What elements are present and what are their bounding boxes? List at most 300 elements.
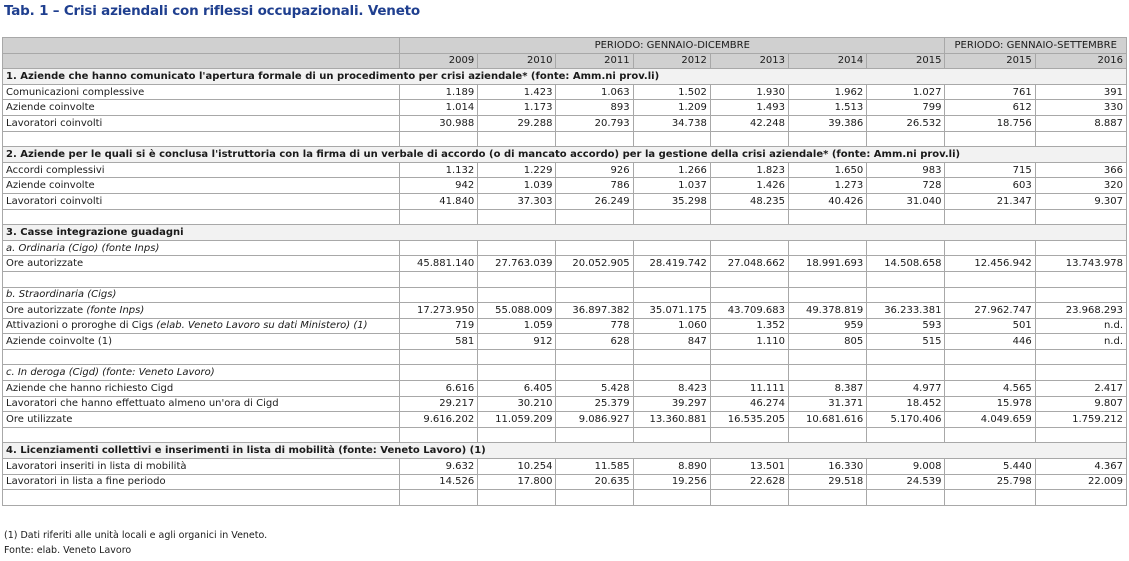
value-cell: 1.273: [789, 178, 867, 194]
value-cell: 926: [556, 162, 633, 178]
year-header-row: [3, 53, 1127, 69]
subsection-title: c. In deroga (Cigd) (fonte: Veneto Lavoro): [3, 365, 400, 381]
table-row: [3, 193, 1127, 209]
value-cell: 31.371: [789, 396, 867, 412]
value-cell: 40.426: [789, 193, 867, 209]
value-cell: 391: [1035, 84, 1126, 100]
table-row: [3, 412, 1127, 428]
value-cell: 628: [556, 334, 633, 350]
empty-cell: [710, 365, 788, 381]
table-row: [3, 334, 1127, 350]
empty-cell: [633, 349, 710, 365]
value-cell: 13.360.881: [633, 412, 710, 428]
empty-cell: [710, 427, 788, 443]
empty-cell: [556, 287, 633, 303]
value-cell: 49.378.819: [789, 303, 867, 319]
value-cell: 1.037: [633, 178, 710, 194]
period-header-ytd: PERIODO: GENNAIO-SETTEMBRE: [945, 38, 1127, 54]
empty-cell: [633, 131, 710, 147]
value-cell: 45.881.140: [400, 256, 478, 272]
empty-cell: [789, 427, 867, 443]
row-label-cell: [3, 459, 400, 475]
empty-cell: [867, 209, 945, 225]
empty-cell: [3, 349, 400, 365]
value-cell: 36.897.382: [556, 303, 633, 319]
empty-cell: [789, 209, 867, 225]
value-cell: 18.756: [945, 115, 1035, 131]
empty-cell: [478, 209, 556, 225]
value-cell: 27.962.747: [945, 303, 1035, 319]
empty-cell: [400, 271, 478, 287]
value-cell: 761: [945, 84, 1035, 100]
empty-cell: [789, 240, 867, 256]
row-label-cell: [3, 162, 400, 178]
row-label-note: (elab. Veneto Lavoro su dati Ministero) (1): [156, 320, 368, 332]
empty-cell: [945, 490, 1035, 506]
empty-cell: [867, 427, 945, 443]
value-cell: 501: [945, 318, 1035, 334]
row-label-cell: [3, 396, 400, 412]
value-cell: 330: [1035, 100, 1126, 116]
empty-cell: [710, 490, 788, 506]
value-cell: 22.009: [1035, 474, 1126, 490]
section-title: 4. Licenziamenti collettivi e inserimenti in lista di mobilità (fonte: Veneto Lavoro) (1): [3, 443, 1127, 459]
value-cell: 6.616: [400, 381, 478, 397]
value-cell: 39.386: [789, 115, 867, 131]
value-cell: 34.738: [633, 115, 710, 131]
section-title: 2. Aziende per le quali si è conclusa l'istruttoria con la firma di un verbale di accordo (o di mancato accordo) per la gestione della crisi aziendale* (fonte: Amm.ni prov.li): [3, 147, 1127, 163]
subsection-row: [3, 365, 1127, 381]
value-cell: 1.650: [789, 162, 867, 178]
value-cell: 612: [945, 100, 1035, 116]
empty-cell: [633, 427, 710, 443]
table-row: [3, 100, 1127, 116]
row-label: Aziende coinvolte: [6, 180, 95, 192]
value-cell: 1.039: [478, 178, 556, 194]
empty-cell: [867, 131, 945, 147]
year-header: 2011: [556, 53, 633, 69]
spacer-row: [3, 490, 1127, 506]
value-cell: 912: [478, 334, 556, 350]
empty-cell: [3, 427, 400, 443]
value-cell: 29.217: [400, 396, 478, 412]
empty-cell: [710, 131, 788, 147]
row-label-cell: [3, 334, 400, 350]
empty-cell: [556, 240, 633, 256]
value-cell: 27.763.039: [478, 256, 556, 272]
row-label-cell: [3, 381, 400, 397]
row-label-cell: [3, 100, 400, 116]
value-cell: 581: [400, 334, 478, 350]
empty-cell: [400, 240, 478, 256]
value-cell: 6.405: [478, 381, 556, 397]
row-label-cell: [3, 318, 400, 334]
empty-cell: [478, 427, 556, 443]
value-cell: 15.978: [945, 396, 1035, 412]
empty-cell: [1035, 209, 1126, 225]
empty-cell: [710, 209, 788, 225]
value-cell: 9.616.202: [400, 412, 478, 428]
empty-cell: [556, 349, 633, 365]
value-cell: 9.632: [400, 459, 478, 475]
year-header: 2013: [710, 53, 788, 69]
table-row: [3, 115, 1127, 131]
empty-cell: [945, 131, 1035, 147]
empty-cell: [478, 287, 556, 303]
empty-cell: [945, 349, 1035, 365]
footnotes: [4, 528, 267, 558]
empty-cell: [945, 365, 1035, 381]
row-label: Lavoratori che hanno effettuato almeno un'ora di Cigd: [6, 398, 279, 410]
row-label: Lavoratori inseriti in lista di mobilità: [6, 460, 187, 472]
section-header-row: [3, 443, 1127, 459]
value-cell: 46.274: [710, 396, 788, 412]
empty-cell: [400, 427, 478, 443]
value-cell: 26.532: [867, 115, 945, 131]
value-cell: 1.423: [478, 84, 556, 100]
value-cell: 1.930: [710, 84, 788, 100]
row-label: Accordi complessivi: [6, 164, 105, 176]
empty-cell: [1035, 365, 1126, 381]
row-label: Lavoratori coinvolti: [6, 117, 103, 129]
value-cell: 4.977: [867, 381, 945, 397]
section-header-row: [3, 69, 1127, 85]
value-cell: 366: [1035, 162, 1126, 178]
empty-cell: [945, 287, 1035, 303]
year-header: 2009: [400, 53, 478, 69]
value-cell: 1.502: [633, 84, 710, 100]
empty-cell: [556, 365, 633, 381]
value-cell: 20.635: [556, 474, 633, 490]
value-cell: 1.209: [633, 100, 710, 116]
year-header: 2015: [867, 53, 945, 69]
value-cell: 11.111: [710, 381, 788, 397]
row-label-cell: [3, 412, 400, 428]
row-label: Ore utilizzate: [6, 414, 73, 426]
row-label-cell: [3, 84, 400, 100]
row-label: Ore autorizzate: [6, 304, 84, 316]
empty-cell: [400, 349, 478, 365]
empty-cell: [400, 209, 478, 225]
value-cell: 1.352: [710, 318, 788, 334]
value-cell: 1.110: [710, 334, 788, 350]
value-cell: 31.040: [867, 193, 945, 209]
value-cell: 11.585: [556, 459, 633, 475]
value-cell: 1.759.212: [1035, 412, 1126, 428]
value-cell: 893: [556, 100, 633, 116]
empty-cell: [867, 365, 945, 381]
value-cell: 35.298: [633, 193, 710, 209]
empty-cell: [556, 209, 633, 225]
value-cell: 1.229: [478, 162, 556, 178]
value-cell: 8.423: [633, 381, 710, 397]
value-cell: 9.086.927: [556, 412, 633, 428]
value-cell: 36.233.381: [867, 303, 945, 319]
row-label-cell: [3, 115, 400, 131]
value-cell: 5.170.406: [867, 412, 945, 428]
empty-cell: [945, 427, 1035, 443]
empty-cell: [945, 240, 1035, 256]
value-cell: 41.840: [400, 193, 478, 209]
value-cell: 1.266: [633, 162, 710, 178]
value-cell: 17.273.950: [400, 303, 478, 319]
table-row: [3, 162, 1127, 178]
value-cell: 10.254: [478, 459, 556, 475]
empty-cell: [3, 209, 400, 225]
empty-cell: [710, 349, 788, 365]
value-cell: 30.210: [478, 396, 556, 412]
empty-cell: [478, 349, 556, 365]
section-title: 1. Aziende che hanno comunicato l'apertura formale di un procedimento per crisi aziendale* (fonte: Amm.ni prov.li): [3, 69, 1127, 85]
table-row: [3, 396, 1127, 412]
empty-cell: [556, 271, 633, 287]
empty-cell: [789, 287, 867, 303]
value-cell: 719: [400, 318, 478, 334]
empty-cell: [633, 271, 710, 287]
value-cell: 1.962: [789, 84, 867, 100]
row-label: Lavoratori coinvolti: [6, 195, 103, 207]
value-cell: 18.991.693: [789, 256, 867, 272]
row-label-cell: [3, 178, 400, 194]
empty-cell: [633, 240, 710, 256]
section-title: 3. Casse integrazione guadagni: [3, 225, 1127, 241]
empty-cell: [556, 427, 633, 443]
empty-cell: [867, 271, 945, 287]
empty-cell: [556, 490, 633, 506]
value-cell: 30.988: [400, 115, 478, 131]
subsection-row: [3, 240, 1127, 256]
value-cell: 13.501: [710, 459, 788, 475]
value-cell: 27.048.662: [710, 256, 788, 272]
empty-cell: [867, 287, 945, 303]
value-cell: 37.303: [478, 193, 556, 209]
period-header-annual: PERIODO: GENNAIO-DICEMBRE: [400, 38, 945, 54]
empty-cell: [789, 490, 867, 506]
empty-cell: [1035, 131, 1126, 147]
row-label-cell: [3, 256, 400, 272]
value-cell: 29.288: [478, 115, 556, 131]
empty-cell: [633, 287, 710, 303]
table-title: Tab. 1 – Crisi aziendali con riflessi occupazionali. Veneto: [4, 3, 420, 19]
year-header: 2012: [633, 53, 710, 69]
value-cell: 778: [556, 318, 633, 334]
empty-cell: [1035, 240, 1126, 256]
value-cell: 8.887: [1035, 115, 1126, 131]
value-cell: 28.419.742: [633, 256, 710, 272]
table-row: [3, 381, 1127, 397]
spacer-row: [3, 209, 1127, 225]
value-cell: 1.027: [867, 84, 945, 100]
row-label: Aziende coinvolte: [6, 102, 95, 114]
value-cell: 48.235: [710, 193, 788, 209]
value-cell: 9.307: [1035, 193, 1126, 209]
empty-cell: [478, 131, 556, 147]
value-cell: 715: [945, 162, 1035, 178]
value-cell: 1.014: [400, 100, 478, 116]
empty-cell: [633, 365, 710, 381]
value-cell: 23.968.293: [1035, 303, 1126, 319]
value-cell: 593: [867, 318, 945, 334]
value-cell: 1.189: [400, 84, 478, 100]
year-header: 2015: [945, 53, 1035, 69]
value-cell: 16.330: [789, 459, 867, 475]
value-cell: 446: [945, 334, 1035, 350]
value-cell: 29.518: [789, 474, 867, 490]
value-cell: 14.526: [400, 474, 478, 490]
value-cell: 14.508.658: [867, 256, 945, 272]
empty-cell: [478, 240, 556, 256]
value-cell: 983: [867, 162, 945, 178]
table-row: [3, 178, 1127, 194]
value-cell: 18.452: [867, 396, 945, 412]
value-cell: 13.743.978: [1035, 256, 1126, 272]
empty-cell: [710, 271, 788, 287]
empty-cell: [400, 287, 478, 303]
value-cell: 1.493: [710, 100, 788, 116]
value-cell: n.d.: [1035, 318, 1126, 334]
value-cell: 43.709.683: [710, 303, 788, 319]
table-row: [3, 318, 1127, 334]
period-header-row: [3, 38, 1127, 54]
empty-cell: [3, 131, 400, 147]
empty-cell: [789, 365, 867, 381]
value-cell: 4.049.659: [945, 412, 1035, 428]
row-label-cell: [3, 474, 400, 490]
row-label: Lavoratori in lista a fine periodo: [6, 476, 166, 488]
empty-cell: [945, 209, 1035, 225]
empty-cell: [710, 240, 788, 256]
section-header-row: [3, 225, 1127, 241]
spacer-row: [3, 349, 1127, 365]
value-cell: 17.800: [478, 474, 556, 490]
empty-cell: [633, 209, 710, 225]
value-cell: 959: [789, 318, 867, 334]
value-cell: 21.347: [945, 193, 1035, 209]
value-cell: 25.379: [556, 396, 633, 412]
value-cell: 9.807: [1035, 396, 1126, 412]
value-cell: 20.793: [556, 115, 633, 131]
value-cell: 603: [945, 178, 1035, 194]
value-cell: 10.681.616: [789, 412, 867, 428]
value-cell: 1.132: [400, 162, 478, 178]
empty-cell: [1035, 427, 1126, 443]
value-cell: 2.417: [1035, 381, 1126, 397]
footnote: (1) Dati riferiti alle unità locali e agli organici in Veneto.: [4, 530, 268, 541]
section-header-row: [3, 147, 1127, 163]
empty-cell: [633, 490, 710, 506]
value-cell: 799: [867, 100, 945, 116]
empty-cell: [710, 287, 788, 303]
empty-cell: [1035, 271, 1126, 287]
value-cell: 1.060: [633, 318, 710, 334]
value-cell: 5.428: [556, 381, 633, 397]
spacer-row: [3, 271, 1127, 287]
row-label: Ore autorizzate: [6, 258, 84, 270]
table-row: [3, 459, 1127, 475]
subsection-title: a. Ordinaria (Cigo) (fonte Inps): [3, 240, 400, 256]
value-cell: n.d.: [1035, 334, 1126, 350]
row-label: Attivazioni o proroghe di Cigs: [6, 320, 154, 332]
value-cell: 25.798: [945, 474, 1035, 490]
value-cell: 805: [789, 334, 867, 350]
year-header: 2010: [478, 53, 556, 69]
value-cell: 11.059.209: [478, 412, 556, 428]
empty-cell: [556, 131, 633, 147]
row-label-cell: [3, 303, 400, 319]
empty-cell: [400, 490, 478, 506]
spacer-row: [3, 131, 1127, 147]
value-cell: 1.063: [556, 84, 633, 100]
row-label: Aziende coinvolte (1): [6, 336, 113, 348]
data-table: [2, 37, 1127, 506]
value-cell: 8.387: [789, 381, 867, 397]
spacer-row: [3, 427, 1127, 443]
value-cell: 1.823: [710, 162, 788, 178]
empty-cell: [789, 131, 867, 147]
empty-cell: [3, 271, 400, 287]
empty-cell: [478, 490, 556, 506]
empty-cell: [945, 271, 1035, 287]
value-cell: 728: [867, 178, 945, 194]
value-cell: 42.248: [710, 115, 788, 131]
empty-cell: [867, 490, 945, 506]
empty-cell: [1035, 349, 1126, 365]
empty-cell: [1035, 490, 1126, 506]
empty-cell: [3, 490, 400, 506]
empty-cell: [400, 131, 478, 147]
row-label-cell: [3, 193, 400, 209]
value-cell: 24.539: [867, 474, 945, 490]
value-cell: 16.535.205: [710, 412, 788, 428]
row-label: Aziende che hanno richiesto Cigd: [6, 382, 174, 394]
empty-cell: [789, 271, 867, 287]
subsection-row: [3, 287, 1127, 303]
header-corner: [3, 38, 400, 54]
value-cell: 9.008: [867, 459, 945, 475]
value-cell: 320: [1035, 178, 1126, 194]
value-cell: 55.088.009: [478, 303, 556, 319]
value-cell: 26.249: [556, 193, 633, 209]
year-header: 2014: [789, 53, 867, 69]
value-cell: 515: [867, 334, 945, 350]
empty-cell: [400, 365, 478, 381]
year-header-corner: [3, 53, 400, 69]
table-row: [3, 474, 1127, 490]
table-row: [3, 84, 1127, 100]
value-cell: 12.456.942: [945, 256, 1035, 272]
row-label: Comunicazioni complessive: [6, 86, 145, 98]
value-cell: 5.440: [945, 459, 1035, 475]
empty-cell: [867, 240, 945, 256]
table-row: [3, 303, 1127, 319]
value-cell: 4.565: [945, 381, 1035, 397]
empty-cell: [789, 349, 867, 365]
value-cell: 4.367: [1035, 459, 1126, 475]
value-cell: 1.513: [789, 100, 867, 116]
year-header: 2016: [1035, 53, 1126, 69]
value-cell: 19.256: [633, 474, 710, 490]
value-cell: 1.426: [710, 178, 788, 194]
row-label-note: (fonte Inps): [86, 304, 145, 316]
value-cell: 22.628: [710, 474, 788, 490]
value-cell: 35.071.175: [633, 303, 710, 319]
empty-cell: [478, 271, 556, 287]
subsection-title: b. Straordinaria (Cigs): [3, 287, 400, 303]
value-cell: 1.059: [478, 318, 556, 334]
value-cell: 786: [556, 178, 633, 194]
value-cell: 20.052.905: [556, 256, 633, 272]
source-note: Fonte: elab. Veneto Lavoro: [4, 545, 132, 556]
